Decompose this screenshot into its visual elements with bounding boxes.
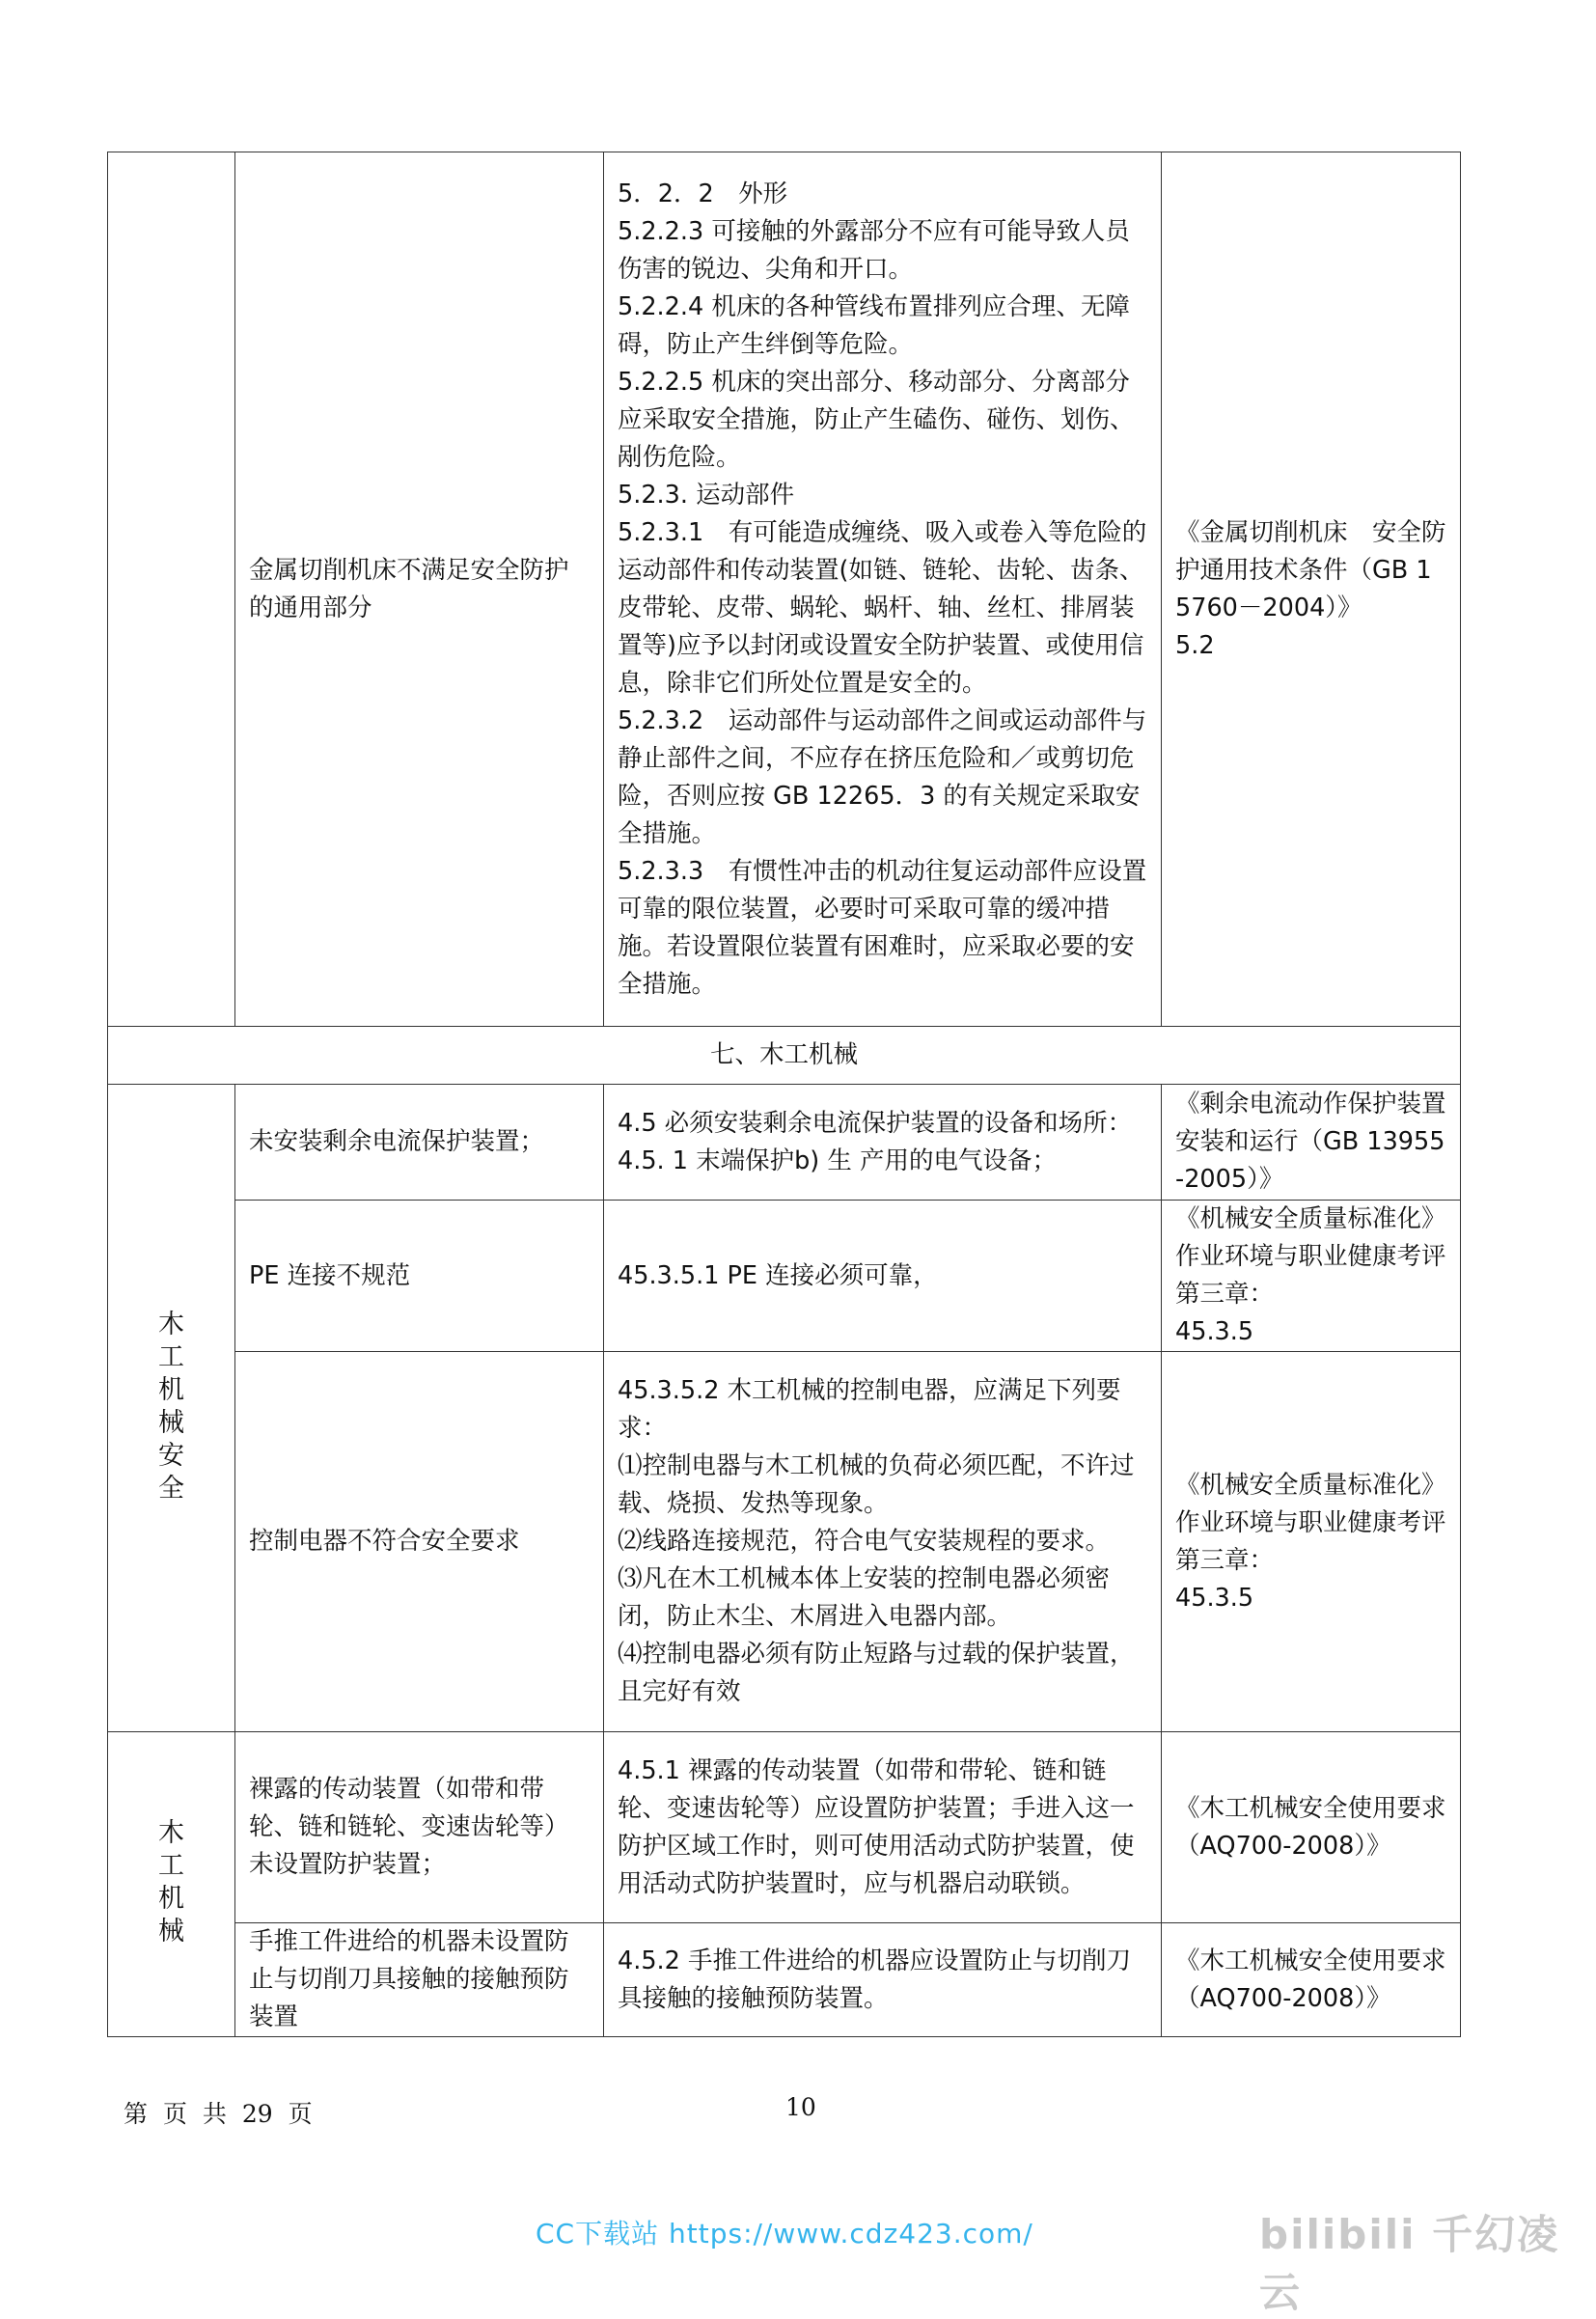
- standard-clause: [604, 1732, 1162, 1923]
- basis-line: 《金属切削机床 安全防护通用技术条件（GB 15760－2004）》: [1175, 517, 1446, 622]
- clause-line: 5.2.2.4 机床的各种管线布置排列应合理、无障碍，防止产生绊倒等危险。: [618, 291, 1130, 359]
- category-cell-empty: [108, 152, 235, 1027]
- clause-line: ⑶凡在木工机械本体上安装的控制电器必须密闭，防止木尘、木屑进入电器内部。: [618, 1564, 1111, 1631]
- section-title: 七、木工机械: [108, 1027, 1461, 1085]
- clause-line: 45.3.5.2 木工机械的控制电器，应满足下列要求：: [618, 1376, 1121, 1443]
- brand-watermark: bilibili 千幻凌云: [1259, 2211, 1560, 2316]
- category-cell: [108, 1732, 235, 2037]
- basis-line: 《木工机械安全使用要求（AQ700-2008）》: [1175, 1946, 1446, 2013]
- standard-clause: [604, 152, 1162, 1027]
- standard-basis: [1162, 152, 1461, 1027]
- hazard-item: 金属切削机床不满足安全防护的通用部分: [235, 152, 604, 1027]
- standard-clause: [604, 1923, 1162, 2037]
- clause-line: 4.5.1 裸露的传动装置（如带和带轮、链和链轮、变速齿轮等）应设置防护装置；手进入这一防护区域工作时，则可使用活动式防护装置，使用活动式防护装置时，应与机器启动联锁。: [618, 1755, 1135, 1898]
- clause-line: 5.2.2.5 机床的突出部分、移动部分、分离部分应采取安全措施，防止产生磕伤、碰伤、划伤、剐伤危险。: [618, 367, 1135, 472]
- site-watermark: CC下载站 https://www.cdz423.com/: [536, 2218, 1033, 2250]
- standard-basis: [1162, 1923, 1461, 2037]
- table-row: [108, 1085, 1461, 1201]
- standard-basis: [1162, 1732, 1461, 1923]
- hazard-item: 手推工件进给的机器未设置防止与切削刀具接触的接触预防装置: [235, 1923, 604, 2037]
- clause-line: 5.2.3.1 有可能造成缠绕、吸入或卷入等危险的运动部件和传动装置(如链、链轮、齿轮、齿条、皮带轮、皮带、蜗轮、蜗杆、轴、丝杠、排屑装置等)应予以封闭或设置安全防护装置、或使用信息，除非它们所处位置是安全的。: [618, 517, 1147, 698]
- category-cell: [108, 1085, 235, 1732]
- table-row: [108, 1923, 1461, 2037]
- basis-line: 《机械安全质量标准化》作业环境与职业健康考评第三章：: [1175, 1204, 1446, 1309]
- standard-clause: [604, 1352, 1162, 1732]
- standard-clause: [604, 1201, 1162, 1352]
- clause-line: ⑴控制电器与木工机械的负荷必须匹配，不许过载、烧损、发热等现象。: [618, 1451, 1135, 1518]
- clause-line: 45.3.5.1 PE 连接必须可靠，: [618, 1260, 938, 1290]
- clause-line: 5．2．2 外形: [618, 179, 788, 208]
- category-label: 木工机械: [158, 1818, 184, 1946]
- hazard-item: 未安装剩余电流保护装置；: [235, 1085, 604, 1201]
- basis-line: 《机械安全质量标准化》作业环境与职业健康考评第三章：: [1175, 1470, 1446, 1575]
- page-count-footer: 第 页 共 29 页: [124, 2100, 313, 2128]
- standard-basis: [1162, 1201, 1461, 1352]
- hazard-item: 裸露的传动装置（如带和带轮、链和链轮、变速齿轮等）未设置防护装置；: [235, 1732, 604, 1923]
- standard-basis: [1162, 1085, 1461, 1201]
- page-number: 10: [785, 2093, 816, 2121]
- basis-line: 45.3.5: [1175, 1583, 1254, 1613]
- standards-table: [107, 152, 1461, 2037]
- clause-line: 4.5. 1 末端保护b) 生 产用的电气设备；: [618, 1146, 1057, 1175]
- clause-line: 4.5 必须安装剩余电流保护装置的设备和场所：: [618, 1108, 1133, 1138]
- clause-line: ⑵线路连接规范，符合电气安装规程的要求。: [618, 1527, 1111, 1556]
- basis-line: 《木工机械安全使用要求（AQ700-2008）》: [1175, 1793, 1446, 1861]
- basis-line: 《剩余电流动作保护装置安装和运行（GB 13955-2005）》: [1175, 1090, 1446, 1194]
- clause-line: 5.2.3.2 运动部件与运动部件之间或运动部件与静止部件之间，不应存在挤压危险和／或剪切危险，否则应按 GB 12265．3 的有关规定采取安全措施。: [618, 705, 1147, 848]
- clause-line: 5.2.2.3 可接触的外露部分不应有可能导致人员伤害的锐边、尖角和开口。: [618, 216, 1130, 284]
- basis-line: 45.3.5: [1175, 1317, 1254, 1346]
- basis-line: 5.2: [1175, 630, 1215, 660]
- table-row: [108, 1732, 1461, 1923]
- clause-line: 5.2.3.3 有惯性冲击的机动往复运动部件应设置可靠的限位装置，必要时可采取可靠的缓冲措施。若设置限位装置有困难时，应采取必要的安全措施。: [618, 856, 1147, 999]
- hazard-item: PE 连接不规范: [235, 1201, 604, 1352]
- standard-basis: [1162, 1352, 1461, 1732]
- clause-line: ⑷控制电器必须有防止短路与过载的保护装置，且完好有效: [618, 1640, 1135, 1706]
- section-row: [108, 1027, 1461, 1085]
- table-row: [108, 1201, 1461, 1352]
- clause-line: 4.5.2 手推工件进给的机器应设置防止与切削刀具接触的接触预防装置。: [618, 1946, 1131, 2013]
- standard-clause: [604, 1085, 1162, 1201]
- category-label: 木工机械安全: [158, 1309, 184, 1504]
- hazard-item: 控制电器不符合安全要求: [235, 1352, 604, 1732]
- table-row: [108, 1352, 1461, 1732]
- clause-line: 5.2.3. 运动部件: [618, 480, 795, 510]
- table-row: [108, 152, 1461, 1027]
